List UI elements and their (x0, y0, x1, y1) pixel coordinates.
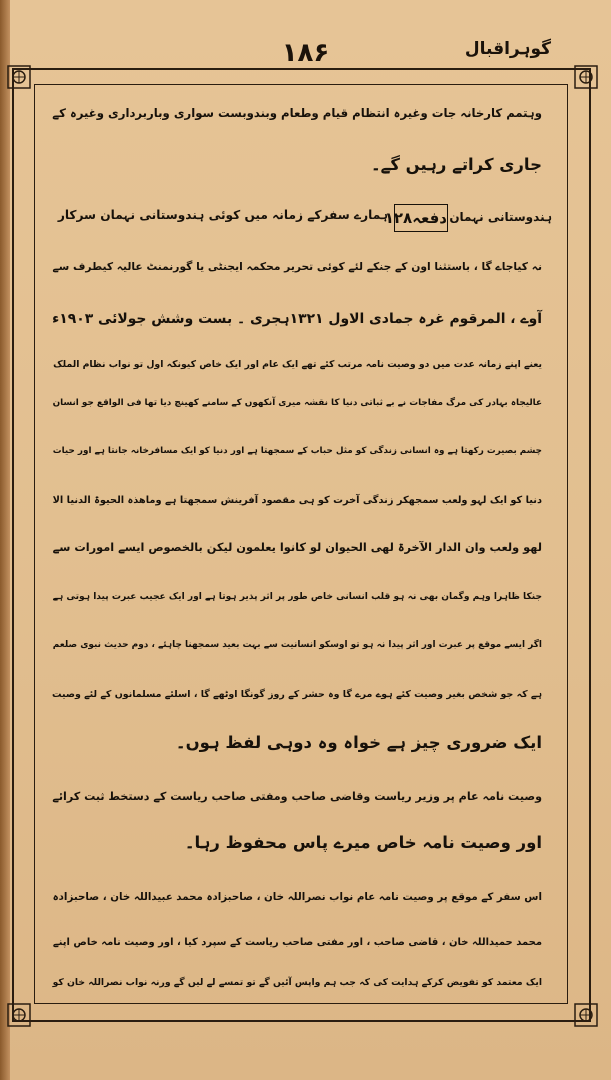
running-head: گوہراقبال (464, 39, 551, 59)
page-number: ۱۸۶ (281, 38, 330, 68)
text-line: اور وصیت نامہ خاص میرے پاس محفوظ رہا۔ (184, 833, 542, 852)
text-line: چشم بصیرت رکھتا ہے وہ انسانی زندگی کو مثل حباب کے سمجھتا ہے اور دنیا کو ایک مسافرخانہ جانتا ہے اور حیات (52, 446, 542, 456)
text-line: یعنے اپنے زمانہ عدت میں دو وصیت نامہ مرتب کئے تھے ایک عام اور ایک خاص کیونکہ اول تو نواب نظام الملک (53, 359, 542, 370)
corner-ornament-icon (571, 1000, 601, 1030)
section-number-box: دفعہ۱۲۸ (394, 204, 448, 232)
section-margin-heading: ہندوستانی نہمان (449, 210, 552, 224)
text-line: ایک معتمد کو تفویض کرکے ہدایت کی کہ جب ہم واپس آئیں گے تو تمسے لے لیں گے ورنہ نواب نصراللہ خان کو (52, 977, 542, 988)
section-opening-text: ہمارے سفرکے زمانہ میں کوئی ہندوستانی نہمان سرکار (57, 208, 388, 222)
page-text (40, 96, 560, 996)
page-spine-shadow (0, 0, 10, 1080)
corner-ornament-icon (4, 1000, 34, 1030)
text-line: ایک ضروری چیز ہے خواہ وہ دوہی لفظ ہوں۔ (175, 733, 542, 752)
text-line: جاری کراتے رہیں گے۔ (370, 155, 542, 174)
text-line: وصیت نامہ عام پر وزیر ریاست وقاضی صاحب ومفتی صاحب ریاست کے دستخط ثبت کرائے (52, 790, 542, 803)
section-heading-row (40, 204, 560, 236)
text-line: وہتمم کارخانہ جات وغیرہ انتظام قیام وطعام وبندوبست سواری وباربرداری وغیرہ کے (52, 106, 542, 120)
text-line: دنیا کو ایک لہو ولعب سمجھکر زندگی آخرت کو ہی مقصود آفرینش سمجھتا ہے وماھذہ الحیوۃ الدنیا الا (52, 495, 542, 506)
text-line: عالیجاہ بہادر کی مرگ مفاجات نے بے ثباتی دنیا کا نقشہ میری آنکھوں کے سامنے کھینچ دیا تھا فی الواقع جو انسان (52, 398, 542, 408)
corner-ornament-icon (571, 62, 601, 92)
text-line: آوے ، المرقوم غرہ جمادی الاول ۱۳۲۱ہجری ۔ بست وشش جولائی ۱۹۰۳ء (52, 311, 542, 327)
text-line: محمد حمیداللہ خان ، قاضی صاحب ، اور مفتی صاحب ریاست کے سپرد کیا ، اور وصیت نامہ خاص اپنے (52, 937, 542, 948)
text-line: ہے کہ جو شخص بغیر وصیت کئے ہوے مرے گا وہ حشر کے روز گونگا اوٹھے گا ، اسلئے مسلمانوں کے لئے وصیت (51, 689, 542, 700)
text-line: اس سفر کے موقع پر وصیت نامہ عام نواب نصراللہ خان ، صاحبزادہ محمد عبیداللہ خان ، صاحبزادہ (52, 891, 542, 903)
corner-ornament-icon (4, 62, 34, 92)
text-line: نہ کیاجاے گا ، باستثنا اون کے جنکے لئے کوئی تحریر محکمہ ایجنٹی یا گورنمنٹ عالیہ کیطرف سے (52, 260, 542, 273)
text-line: اگر ایسے موقع پر عبرت اور اثر پیدا نہ ہو تو اوسکو انسانیت سے بہت بعید سمجھنا چاہئے ، دوم حدیث نبوی صلعم (52, 640, 542, 650)
text-line: لھو ولعب وان الدار الآخرۃ لھی الحیوان لو کانوا یعلمون لیکن بالخصوص ایسے امورات سے (52, 540, 542, 554)
text-line: جنکا ظاہرا وہم وگمان بھی نہ ہو قلب انسانی خاص طور پر اثر پذیر ہوتا ہے اور ایک عجیب عبرت پیدا ہوتی ہے (52, 592, 542, 602)
